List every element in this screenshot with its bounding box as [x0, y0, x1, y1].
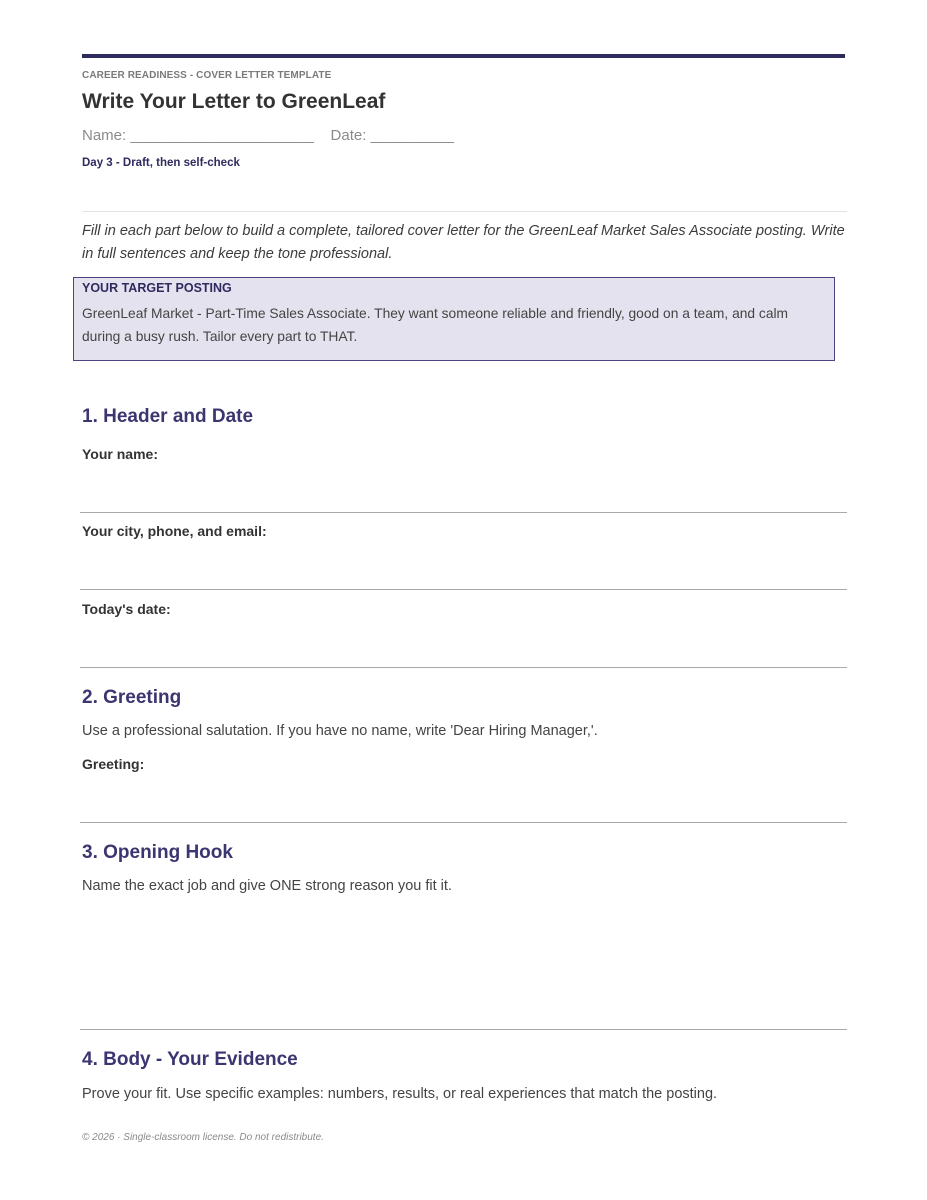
target-posting-box [73, 277, 835, 361]
intro-instructions: Fill in each part below to build a complete, tailored cover letter for the GreenLeaf Market Sales Associate posting. Write in full sentences and keep the tone professional. [82, 223, 845, 262]
section-heading-header-date: 1. Header and Date [82, 406, 254, 427]
answer-line-contact[interactable] [80, 589, 847, 590]
section-heading-opening-hook: 3. Opening Hook [82, 842, 233, 863]
answer-line-your-name[interactable] [80, 512, 847, 513]
field-label-contact: Your city, phone, and email: [82, 523, 267, 539]
field-label-todays-date: Today's date: [82, 601, 171, 617]
answer-line-todays-date[interactable] [80, 667, 847, 668]
section-heading-body-evidence: 4. Body - Your Evidence [82, 1049, 298, 1070]
greeting-instruction: Use a professional salutation. If you have no name, write 'Dear Hiring Manager,'. [82, 723, 598, 739]
day-subtitle: Day 3 - Draft, then self-check [82, 157, 240, 169]
target-posting-text: GreenLeaf Market - Part-Time Sales Associate. They want someone reliable and friendly, good on a team, and calm during a busy rush. Tailor every part to THAT. [82, 306, 789, 344]
body-evidence-instruction: Prove your fit. Use specific examples: numbers, results, or real experiences that match the posting. [82, 1086, 718, 1102]
page-title: Write Your Letter to GreenLeaf [82, 90, 386, 113]
name-date-line[interactable]: Name: ______________________ Date: __________ [82, 127, 454, 144]
divider [82, 211, 847, 212]
field-label-your-name: Your name: [82, 446, 158, 462]
answer-line-opening-hook[interactable] [80, 1029, 847, 1030]
kicker-label: CAREER READINESS - COVER LETTER TEMPLATE [82, 70, 332, 81]
opening-hook-instruction: Name the exact job and give ONE strong reason you fit it. [82, 878, 452, 894]
top-accent-rule [82, 54, 845, 58]
target-posting-label: YOUR TARGET POSTING [82, 281, 232, 295]
section-heading-greeting: 2. Greeting [82, 687, 182, 708]
answer-line-greeting[interactable] [80, 822, 847, 823]
copyright-footer: © 2026 · Single-classroom license. Do not redistribute. [82, 1132, 324, 1143]
field-label-greeting: Greeting: [82, 756, 145, 772]
